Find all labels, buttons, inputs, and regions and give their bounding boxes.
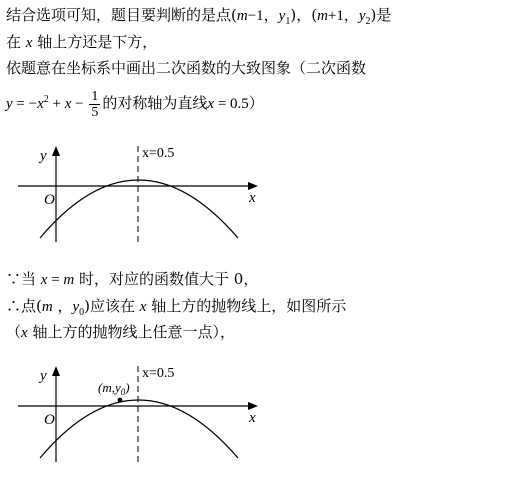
parabola-graph-1 — [0, 138, 280, 248]
text-line-4 — [6, 86, 264, 121]
fraction-denominator: 5 — [91, 104, 99, 120]
var-y-6: y — [72, 299, 80, 315]
point-label-sub: 0 — [120, 387, 126, 397]
text-line-3: 依题意在坐标系中画出二次函数的大致图象（二次函数 — [6, 59, 367, 77]
minus-sign: − — [71, 96, 88, 112]
symmetry-axis-label: x=0.5 — [142, 146, 175, 161]
y-axis-label: y — [40, 368, 47, 384]
point-label — [98, 380, 130, 397]
x-axis-arrow — [248, 402, 258, 410]
line4-c: = 0.5） — [214, 96, 264, 112]
parabola-graph-2 — [0, 358, 280, 470]
symmetry-axis-label: x=0.5 — [142, 366, 175, 381]
point-label-close: ) — [125, 380, 130, 395]
text-line-2 — [6, 33, 157, 52]
var-x-sq: x — [37, 96, 44, 112]
x-axis-arrow — [248, 182, 258, 190]
parabola-curve — [40, 400, 238, 458]
line6-b: ， — [52, 297, 73, 315]
text-line-1 — [6, 6, 391, 25]
var-x-linear: x — [64, 96, 72, 112]
var-y1: y — [278, 8, 286, 24]
line6-a: ∴点( — [6, 297, 42, 315]
line5-a: ∵当 — [6, 270, 41, 288]
line7-b: 轴上方的抛物线上任意一点）， — [27, 323, 235, 341]
point-label-main: (m,y — [98, 380, 121, 395]
parabola-curve — [40, 180, 238, 238]
y-axis-label: y — [40, 148, 47, 164]
sub-1: 1 — [285, 16, 291, 27]
line1-sep: )，( — [290, 6, 318, 24]
line1-intro: 结合选项可知，题目要判断的是点( — [6, 6, 237, 24]
origin-label: O — [44, 412, 55, 428]
text-line-6 — [6, 297, 346, 316]
sub-0: 0 — [79, 307, 85, 318]
var-x-5: x — [40, 272, 48, 288]
var-x: x — [25, 35, 33, 51]
var-x-axis: x — [207, 96, 215, 112]
line1-minus-one: −1， — [247, 8, 279, 24]
eq-sign: = − — [12, 96, 38, 112]
y-axis-arrow — [52, 366, 60, 376]
plus-sign: + — [48, 96, 65, 112]
line2-b: 轴上方还是下方， — [32, 33, 158, 51]
eq-sign-5: = — [47, 272, 64, 288]
origin-label: O — [44, 192, 55, 208]
var-m-6: m — [41, 299, 53, 315]
var-m: m — [236, 8, 248, 24]
x-axis-label: x — [249, 410, 256, 426]
line1-plus-one: +1， — [327, 8, 359, 24]
exponent-2: 2 — [43, 94, 49, 105]
var-m-2: m — [317, 8, 328, 24]
var-y2: y — [358, 8, 366, 24]
line1-end: )是 — [370, 6, 392, 24]
y-axis-arrow — [52, 146, 60, 156]
line6-d: 轴上方的抛物线上，如图所示 — [146, 297, 347, 315]
line7-a: （ — [6, 323, 22, 341]
sub-2: 2 — [365, 16, 371, 27]
var-y: y — [6, 96, 13, 112]
var-m-5: m — [63, 272, 75, 288]
x-axis-label: x — [249, 190, 256, 206]
fraction-numerator: 1 — [91, 88, 99, 104]
var-x-6: x — [139, 299, 147, 315]
line2-a: 在 — [6, 33, 26, 51]
text-line-5 — [6, 270, 258, 289]
line4-b: 的对称轴为直线 — [102, 94, 208, 112]
line5-b: 时，对应的函数值大于 0， — [74, 270, 259, 288]
fraction-one-fifth — [89, 89, 100, 120]
text-line-7 — [6, 323, 235, 342]
point-m-y0 — [118, 398, 123, 403]
var-x-7: x — [21, 325, 28, 341]
line6-c: )应该在 — [84, 297, 140, 315]
